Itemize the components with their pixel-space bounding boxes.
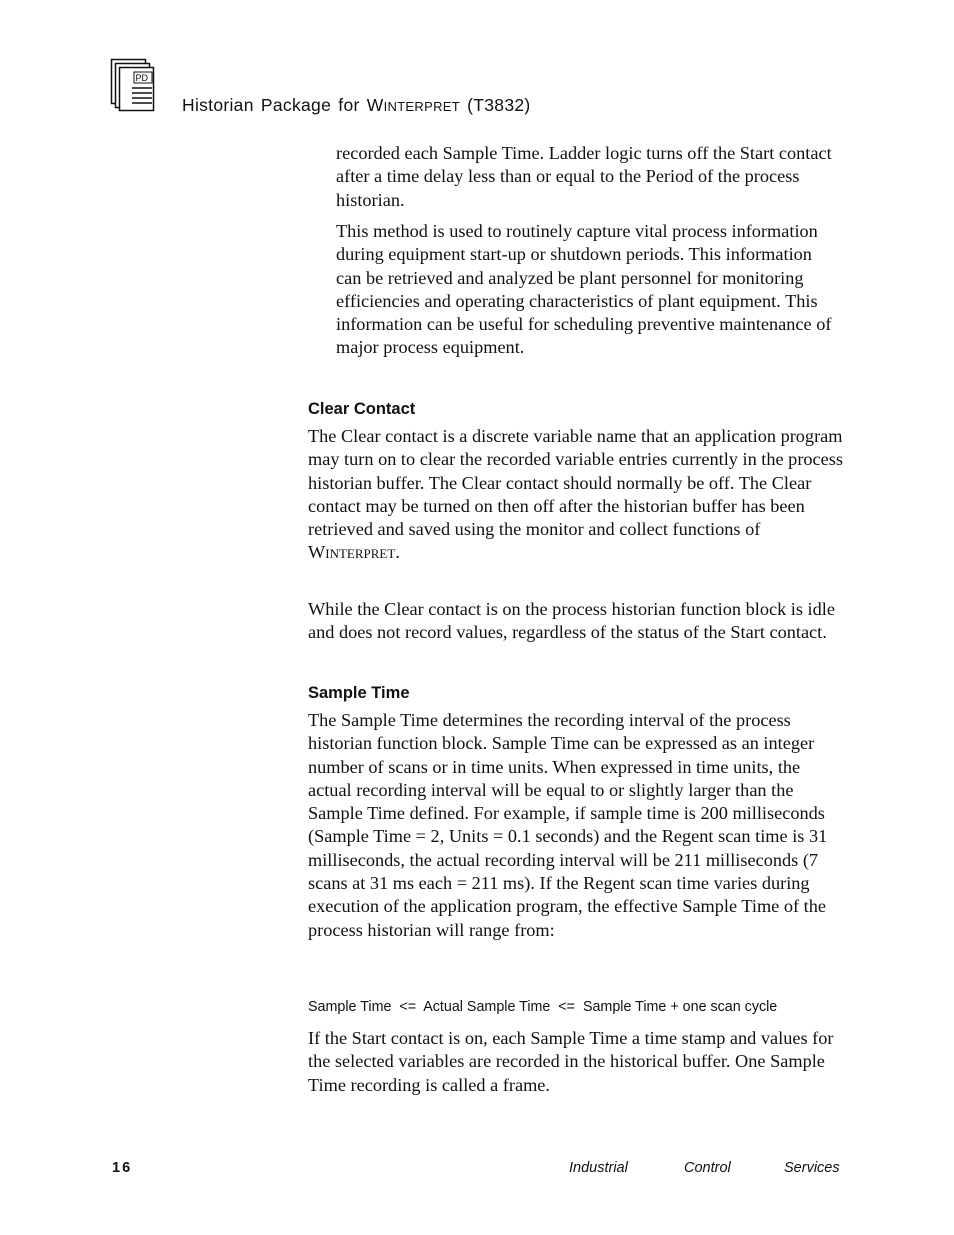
clear-contact-product-initial: W xyxy=(308,542,326,563)
paragraph-clear-contact xyxy=(308,425,846,566)
header-product-initial: W xyxy=(366,95,384,115)
paragraph-method-purpose: This method is used to routinely capture vital process information during equipment start-up or shutdown periods. This information can be retrieved and analyzed be plant personnel for monitoring efficiencies and operating characteristics of plant equipment. This information can be useful for scheduling preventive maintenance of major process equipment. xyxy=(336,221,832,358)
clear-contact-product-smallcaps: INTERPRET xyxy=(325,546,396,562)
heading-sample-time: Sample Time xyxy=(308,684,410,702)
footer-word-services: Services xyxy=(784,1160,840,1176)
page-number: 16 xyxy=(112,1160,133,1176)
paragraph-frame: If the Start contact is on, each Sample Time a time stamp and values for the selected variables are recorded in the historical buffer. One Sample Time recording is called a frame. xyxy=(308,1028,834,1095)
header-product-smallcaps: INTERPRET xyxy=(383,99,460,114)
running-header xyxy=(182,95,531,116)
paragraph-clear-idle: While the Clear contact is on the process historian function block is idle and does not record values, regardless of the status of the Start contact. xyxy=(308,599,835,643)
header-prefix: Historian Package for xyxy=(182,95,367,115)
paragraph-start-contact-end: recorded each Sample Time. Ladder logic turns off the Start contact after a time delay less than or equal to the Period of the process historian. xyxy=(336,143,832,210)
paragraph-sample-time: The Sample Time determines the recording interval of the process historian function block. Sample Time can be expressed as an integer number of scans or in time units. When expressed in time units, the actual recording interval will be equal to or slightly larger than the Sample Time defined. For example, if sample time is 200 milliseconds (Sample Time = 2, Units = 0.1 seconds) and the Regent scan time is 31 milliseconds, the actual recording interval will be 211 milliseconds (7 scans at 31 ms each = 211 ms). If the Regent scan time varies during execution of the application program, the effective Sample Time of the process historian will range from: xyxy=(308,710,828,940)
header-product-code: (T3832) xyxy=(459,95,531,115)
sample-time-formula: Sample Time <= Actual Sample Time <= Sample Time + one scan cycle xyxy=(308,999,778,1015)
clear-contact-text: The Clear contact is a discrete variable name that an application program may turn on to clear the recorded variable entries currently in the process historian buffer. The Clear contact should normally be off. The Clear contact may be turned on then off after the historian buffer has been retrieved and saved using the monitor and collect functions of xyxy=(308,426,844,540)
heading-clear-contact: Clear Contact xyxy=(308,400,416,418)
logo-text: PD xyxy=(135,73,149,83)
clear-contact-period: . xyxy=(395,542,400,563)
document-stack-icon xyxy=(110,58,156,112)
footer-word-industrial: Industrial xyxy=(569,1160,628,1176)
footer-word-control: Control xyxy=(684,1160,731,1176)
